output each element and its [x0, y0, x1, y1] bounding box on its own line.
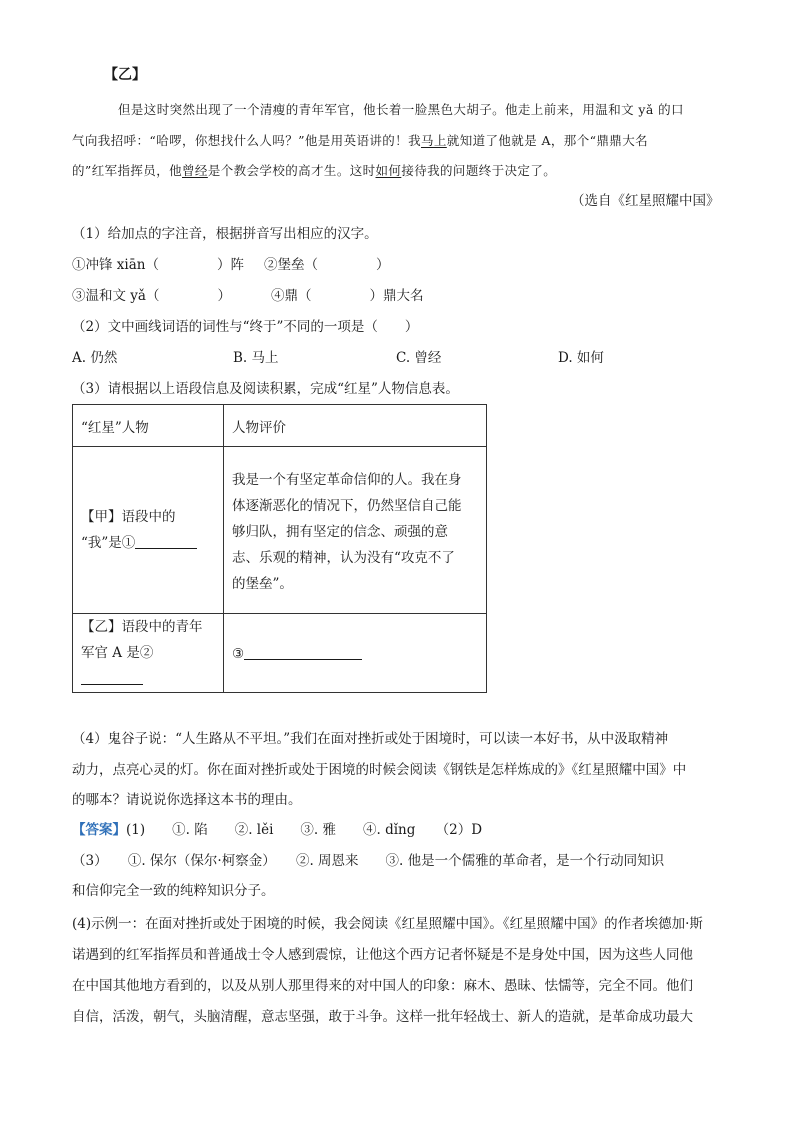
answer-blank-1[interactable] — [135, 534, 197, 549]
answer-blank-2[interactable] — [81, 670, 143, 685]
q4-line-1: （4）鬼谷子说：“人生路从不平坦。”我们在面对挫折或处于困境时，可以读一本好书，从中汲取精神 — [72, 731, 669, 747]
q4-line-3: 的哪本？请说说你选择这本书的理由。 — [72, 792, 302, 808]
q2-stem: （2）文中画线词语的词性与“终于”不同的一项是（ ） — [72, 319, 419, 335]
header-evaluation: 人物评价 — [224, 405, 487, 447]
q1-row-1: ①冲锋 xiān（ ）阵 ②堡垒（ ） — [72, 257, 390, 273]
row-yi-character: 【乙】语段中的青年 军官 A 是② — [73, 614, 224, 693]
answer-line-3: 和信仰完全一致的纯粹知识分子。 — [72, 883, 275, 899]
q2-option-d: D. 如何 — [558, 350, 604, 366]
q3-stem: （3）请根据以上语段信息及阅读积累，完成“红星”人物信息表。 — [72, 381, 459, 397]
passage-source: （选自《红星照耀中国》 — [571, 193, 720, 209]
answer-line-4: (4)示例一：在面对挫折或处于困境的时候，我会阅读《红星照耀中国》。《红星照耀中国》的作者埃德加·斯 — [72, 916, 703, 932]
passage-line-1: 但是这时突然出现了一个清瘦的青年军官，他长着一脸黑色大胡子。他走上前来，用温和文 yǎ 的口 — [118, 102, 684, 117]
answer-line-2: （3） ①. 保尔（保尔·柯察金） ②. 周恩来 ③. 他是一个儒雅的革命者，是一个行动同知识 — [72, 853, 665, 869]
row-jia-character: 【甲】语段中的 “我”是① — [73, 447, 224, 614]
answer-line-5: 诺遇到的红军指挥员和普通战士令人感到震惊，让他这个西方记者怀疑是不是身处中国，因为这些人同他 — [72, 947, 693, 963]
answer-blank-3[interactable] — [244, 645, 362, 660]
table-header-row — [73, 405, 487, 447]
info-table — [72, 404, 487, 693]
passage-line-3: 的”红军指挥员，他曾经是个教会学校的高才生。这时如何接待我的问题终于决定了。 — [72, 163, 557, 178]
underlined-word-ruhe: 如何 — [375, 163, 402, 178]
q4-line-2: 动力，点亮心灵的灯。你在面对挫折或处于困境的时候会阅读《钢铁是怎样炼成的》《红星照耀中国》中 — [72, 762, 687, 778]
underlined-word-cengjing: 曾经 — [182, 163, 208, 178]
answer-line-1: 【答案】(1) ①. 陷 ②. lěi ③. 雅 ④. dǐng （2）D — [72, 822, 483, 838]
answer-line-7: 自信，活泼，朝气，头脑清醒，意志坚强，敢于斗争。这样一批年轻战士、新人的造就，是革命成功最大 — [72, 1009, 693, 1025]
q1-stem: （1）给加点的字注音，根据拼音写出相应的汉字。 — [72, 226, 378, 242]
header-character: “红星”人物 — [73, 405, 224, 447]
section-label: 【乙】 — [104, 67, 146, 83]
row-yi-evaluation: ③ — [224, 614, 487, 693]
passage-line-2: 气向我招呼：“哈啰，你想找什么人吗？”他是用英语讲的！我马上就知道了他就是 A，那个“鼎鼎大名 — [72, 133, 648, 148]
q2-option-b: B. 马上 — [233, 350, 279, 366]
answer-label: 【答案】 — [72, 822, 126, 838]
q2-option-c: C. 曾经 — [396, 350, 442, 366]
answer-line-6: 在中国其他地方看到的，以及从别人那里得来的对中国人的印象：麻木、愚昧、怯懦等，完全不同。他们 — [72, 978, 693, 994]
table-row-jia — [73, 447, 487, 614]
q2-option-a: A. 仍然 — [72, 350, 118, 366]
row-jia-evaluation: 我是一个有坚定革命信仰的人。我在身 体逐渐恶化的情况下，仍然坚信自己能 够归队，拥有坚定的信念、顽强的意 志、乐观的精神，认为没有“攻克不了 的堡垒”。 — [224, 447, 487, 614]
table-row-yi — [73, 614, 487, 693]
underlined-word-mashang: 马上 — [420, 133, 447, 148]
q1-row-2: ③温和文 yǎ（ ） ④鼎（ ）鼎大名 — [72, 288, 424, 304]
